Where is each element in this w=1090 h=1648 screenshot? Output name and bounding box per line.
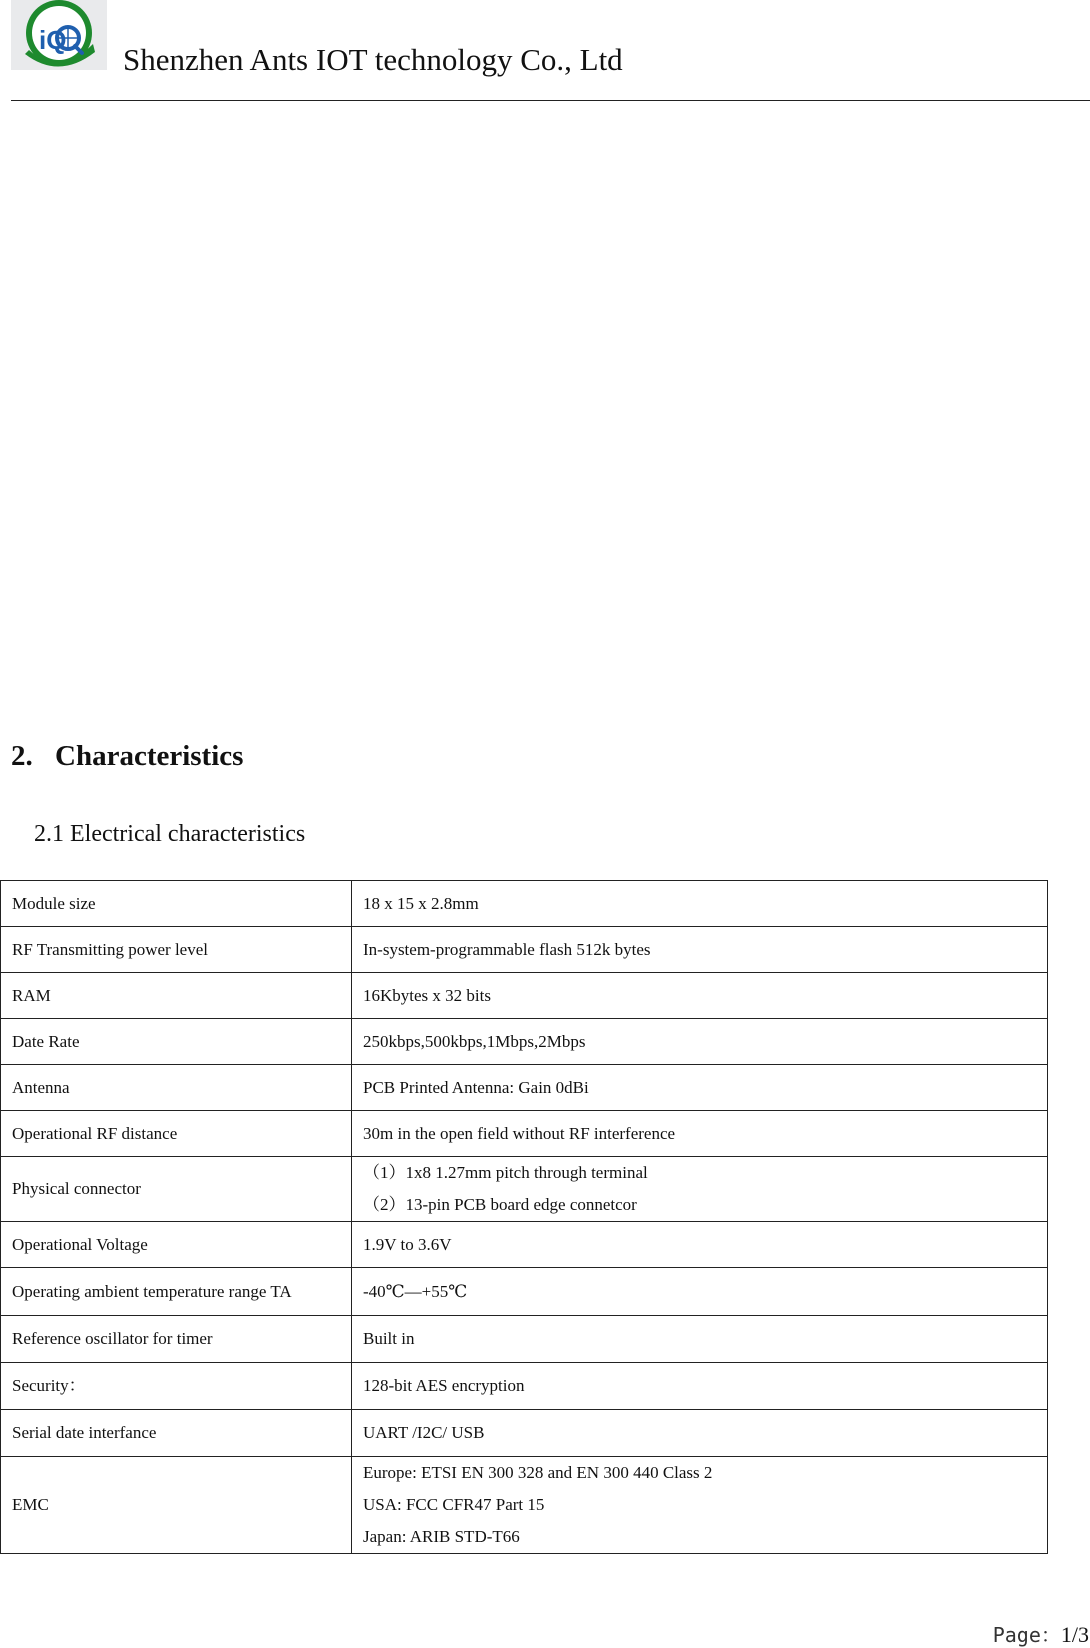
table-row [1,1222,1048,1268]
spec-value-line: Japan: ARIB STD-T66 [363,1527,520,1546]
spec-key: RF Transmitting power level [1,927,352,973]
spec-value [352,1065,1048,1111]
spec-value [352,1019,1048,1065]
spec-value [352,1222,1048,1268]
spec-key: Antenna [1,1065,352,1111]
company-logo [11,0,107,70]
page-label: Page： [992,1623,1061,1647]
spec-key: Module size [1,881,352,927]
spec-value-line: Europe: ETSI EN 300 328 and EN 300 440 Class 2 [363,1463,713,1482]
spec-value [352,973,1048,1019]
table-row [1,1457,1048,1554]
table-row [1,1157,1048,1222]
spec-value [352,1268,1048,1316]
spec-value [352,1457,1048,1554]
spec-key: Operational RF distance [1,1111,352,1157]
spec-key: Physical connector [1,1157,352,1222]
spec-key: RAM [1,973,352,1019]
spec-value-line: 250kbps,500kbps,1Mbps,2Mbps [363,1031,586,1051]
spec-value-line: 30m in the open field without RF interference [363,1123,676,1143]
spec-key: Reference oscillator for timer [1,1316,352,1363]
table-row [1,1363,1048,1410]
spec-value-line: Built in [363,1329,415,1348]
spec-key: Operational Voltage [1,1222,352,1268]
spec-value [352,1410,1048,1457]
spec-value-line: 1.9V to 3.6V [363,1234,452,1254]
table-row [1,1410,1048,1457]
spec-value [352,927,1048,973]
spec-key: Serial date interfance [1,1410,352,1457]
electrical-characteristics-table [0,880,1048,1554]
spec-value-line: （2）13-pin PCB board edge connetcor [363,1195,637,1214]
table-row [1,1019,1048,1065]
logo-text: iQ [39,25,67,55]
table-row [1,973,1048,1019]
spec-value [352,1316,1048,1363]
section-heading [11,738,243,774]
spec-key: Security： [1,1363,352,1410]
table-row [1,1111,1048,1157]
spec-value [352,881,1048,927]
table-row [1,927,1048,973]
section-number: 2. [11,740,33,772]
page-value: 1/3 [1060,1622,1089,1647]
spec-value-line: （1）1x8 1.27mm pitch through terminal [363,1163,648,1182]
spec-value-line: 128-bit AES encryption [363,1376,525,1395]
spec-value [352,1111,1048,1157]
page-number [993,1622,1089,1648]
table-row [1,1316,1048,1363]
spec-value-line: 18 x 15 x 2.8mm [363,893,479,913]
spec-value-line: In-system-programmable flash 512k bytes [363,939,651,959]
logo-icon [11,0,107,70]
spec-value [352,1157,1048,1222]
spec-value-line: PCB Printed Antenna: Gain 0dBi [363,1077,589,1097]
spec-key: Date Rate [1,1019,352,1065]
section-title: Characteristics [55,740,244,772]
subsection-heading: 2.1 Electrical characteristics [34,821,306,847]
spec-value-line: USA: FCC CFR47 Part 15 [363,1495,545,1514]
spec-key: EMC [1,1457,352,1554]
table-row [1,1268,1048,1316]
spec-value-line: 16Kbytes x 32 bits [363,985,491,1005]
header-divider [11,100,1090,101]
spec-value-line: UART /I2C/ USB [363,1423,485,1442]
spec-value [352,1363,1048,1410]
table-row [1,881,1048,927]
spec-value-line: -40℃—+55℃ [363,1281,468,1301]
spec-key: Operating ambient temperature range TA [1,1268,352,1316]
table-row [1,1065,1048,1111]
company-name: Shenzhen Ants IOT technology Co., Ltd [123,42,623,77]
